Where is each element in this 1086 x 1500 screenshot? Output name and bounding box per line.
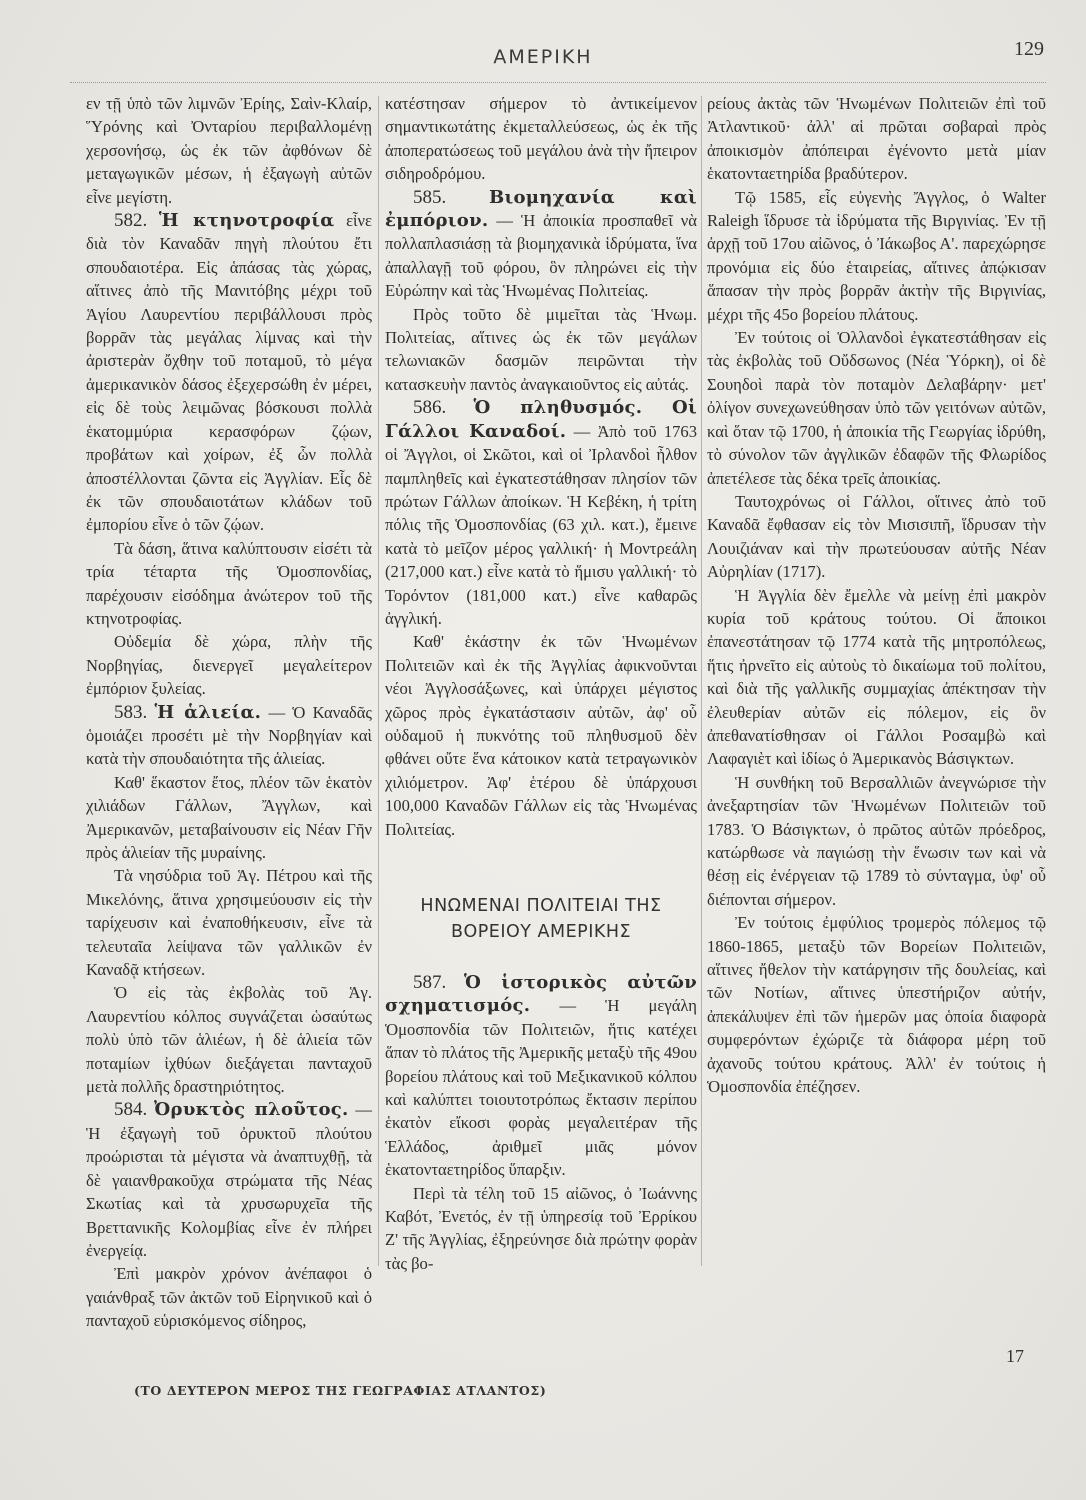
section-text: — Ἡ ἐξαγωγὴ τοῦ ὀρυκτοῦ πλούτου προώρισται τὰ μέγιστα νὰ ἀναπτυχθῇ, τὰ δὲ γαιανθρακοῦχα στρώματα τῆς Νέας Σκωτίας καὶ τὰ χρυσωρυχεῖα τῆς Βρεττανικῆς Κολομβίας εἶνε ἐν πλήρει ἐνεργείᾳ. [86, 1100, 373, 1260]
chapter-heading-line2: ΒΟΡΕΙΟΥ ΑΜΕΡΙΚΗΣ [450, 922, 632, 942]
page-number: 129 [1014, 38, 1044, 60]
paragraph: Ἐπὶ μακρὸν χρόνον ἀνέπαφοι ὁ γαιάνθραξ τῶν ἀκτῶν τοῦ Εἰρηνικοῦ καὶ ὁ πανταχοῦ εὑρισκόμενος σίδηρος, [86, 1264, 372, 1331]
paragraph: Ἡ συνθήκη τοῦ Βερσαλλιῶν ἀνεγνώρισε τὴν ἀνεξαρτησίαν τῶν Ἡνωμένων Πολιτειῶν τοῦ 1783. Ὁ Βάσιγκτων, ὁ πρῶτος αὐτῶν πρόεδρος, κατώρθωσε νὰ παγιώσῃ τὴν ἕνωσιν των καὶ νὰ θέσῃ εἰς ἐνέργειαν τῷ 1789 τὸ σύνταγμα, ὑφ' οὗ διέπονται σήμερον. [707, 772, 1046, 909]
column-divider [378, 96, 379, 1266]
text-column-right [707, 92, 1046, 1098]
section-text: — Ὁ Καναδᾶς ὁμοιάζει προσέτι μὲ τὴν Νορβηγίαν καὶ κατὰ τὴν σπουδαιότητα τῆς ἁλιείας. [86, 702, 372, 769]
section-number: 583. [114, 701, 148, 723]
signature-mark: 17 [1006, 1346, 1024, 1366]
section-number: 584. [114, 1099, 148, 1121]
section-583 [86, 701, 372, 771]
paragraph: Τὰ δάση, ἅτινα καλύπτουσιν εἰσέτι τὰ τρία τέταρτα τῆς Ὁμοσπονδίας, παρέχουσιν εἰσόδημα ἀνώτερον τοῦ τῆς κτηνοτροφίας. [86, 538, 372, 628]
paragraph: Καθ' ἑκάστην ἐκ τῶν Ἡνωμένων Πολιτειῶν καὶ ἐκ τῆς Ἀγγλίας ἀφικνοῦνται νέοι Ἀγγλοσάξωνες, καὶ ὑπάρχει μέγιστος χῶρος πρὸς ἐγκατάστασιν αὐτῶν, ἀφ' οὗ οὐδαμοῦ ἡ πυκνότης τοῦ πληθυσμοῦ δὲν φθάνει οὔτε ἕνα κάτοικον κατὰ τετραγωνικὸν χιλιόμετρον. Ἀφ' ἑτέρου δὲ ὑπάρχουσι 100,000 Καναδῶν Γάλλων εἰς τὰς Ἡνωμένας Πολιτείας. [385, 632, 697, 839]
paragraph: Ἐν τούτοις ἐμφύλιος τρομερὸς πόλεμος τῷ 1860-1865, μεταξὺ τῶν Βορείων Πολιτειῶν, αἵτινες ἤθελον τὴν κατάργησιν τῆς δουλείας, καὶ τῶν Νοτίων, αἵτινες ὑπεστήριζον αὐτήν, ἀπεκάλυψεν ἐπὶ τῶν ἡμερῶν μας ὁποία διαφορὰ συμφερόντων ἐχώριζε τὰ διάφορα μέρη τοῦ ἀχανοῦς τούτου κράτους. Ἀλλ' ἐν τούτοις ἡ Ὁμοσπονδία ἐπέζησεν. [707, 913, 1046, 1097]
running-head [0, 38, 1086, 86]
paragraph: Ἡ Ἀγγλία δὲν ἔμελλε νὰ μείνῃ ἐπὶ μακρὸν κυρία τοῦ κράτους τούτου. Οἱ ἄποικοι ἐπανεστάτησαν τῷ 1774 κατὰ τῆς μητροπόλεως, ἥτις ἠρνεῖτο εἰς αὐτοὺς τὸ δικαίωμα τοῦ πολίτου, καὶ διὰ τῆς γαλλικῆς συμμαχίας ἀπέκτησαν τὴν ἐλευθερίαν αὐτῶν εἰς πόλεμον, εἰς ὃν ἀπεθανατίσθησαν οἱ Γάλλοι Ροσαμβὼ καὶ Λαφαγιὲτ καὶ ἰδίως ὁ Ἀμερικανὸς Βάσιγκτων. [707, 585, 1046, 769]
section-number: 582. [114, 210, 148, 232]
text-column-left [86, 92, 372, 1333]
section-586 [385, 396, 697, 630]
section-title: Ὁ πληθυσμός. Οἱ Γάλλοι Καναδοί. [385, 397, 697, 442]
chapter-heading [385, 893, 697, 945]
section-585 [385, 186, 697, 303]
section-587 [385, 971, 697, 1182]
section-number: 586. [413, 397, 447, 419]
section-584 [86, 1098, 372, 1262]
paragraph: Οὐδεμία δὲ χώρα, πλὴν τῆς Νορβηγίας, διενεργεῖ μεγαλείτερον ἐμπόριον ξυλείας. [86, 632, 372, 699]
paragraph: Τὰ νησύδρια τοῦ Ἁγ. Πέτρου καὶ τῆς Μικελόνης, ἅτινα χρησιμεύουσιν εἰς τὴν ταρίχευσιν καὶ ἐναποθήκευσιν, εἶνε τὰ τελευταῖα λείψανα τῶν γαλλικῶν ἐν Καναδᾷ κτήσεων. [86, 866, 372, 980]
header-rule [70, 82, 1046, 83]
paragraph: Ἐν τούτοις οἱ Ὁλλανδοὶ ἐγκατεστάθησαν εἰς τὰς ἐκβολὰς τοῦ Οὔδσωνος (Νέα Ὑόρκη), οἱ δὲ Σουηδοὶ παρὰ τὸν ποταμὸν Δελαβάρην· μετ' ὀλίγον συνεχωνεύθησαν ὑπὸ τῶν γειτόνων αὐτῶν, καὶ ὅταν τῷ 1700, ἡ ἀποικία τῆς Γεωργίας ἱδρύθη, τὸ σύνολον τῶν ἀγγλικῶν ἐδαφῶν τῆς Φλωρίδος ἀπετέλεσε τὰς δέκα τρεῖς ἀποικίας. [707, 328, 1046, 488]
section-title: Ἡ ἁλιεία. [154, 701, 262, 723]
paragraph: κατέστησαν σήμερον τὸ ἀντικείμενον σημαντικωτάτης ἐκμεταλλεύσεως, ὡς ἐκ τῆς ἀποπερατώσεως τοῦ μεγάλου ἀνὰ τὴν ἤπειρον σιδηροδρόμου. [385, 94, 697, 184]
paragraph: εν τῇ ὑπὸ τῶν λιμνῶν Ἐρίης, Σαὶν-Κλαίρ, Ὕρόνης καὶ Ὀνταρίου περιβαλλομένῃ χερσονήσῳ, ὡς ἐκ τῶν ἀφθόνων δὲ μεταγωγικῶν μέσων, ἡ ἐξαγωγὴ αὐτῶν εἶνε μεγίστη. [86, 94, 372, 207]
chapter-heading-line1: ΗΝΩΜΕΝΑΙ ΠΟΛΙΤΕΙΑΙ ΤΗΣ [420, 896, 662, 916]
section-text: — Ἀπὸ τοῦ 1763 οἱ Ἄγγλοι, οἱ Σκῶτοι, καὶ οἱ Ἰρλανδοὶ ἦλθον παμπληθεῖς καὶ ἐγκατεστάθησαν πλησίον τῶν πρώτων Γάλλων ἀποίκων. Ἡ Κεβέκη, ἡ τρίτη πόλις τῆς Ὁμοσπονδίας (63 χιλ. κατ.), ἔμεινε κατὰ τὸ μεῖζον μέρος γαλλική· ἡ Μοντρεάλη (217,000 κατ.) εἶνε κατὰ τὸ ἥμισυ γαλλική· τὸ Τορόντον (181,000 κατ.) εἶνε καθαρῶς ἀγγλική. [385, 421, 698, 628]
paragraph: Ταυτοχρόνως οἱ Γάλλοι, οἵτινες ἀπὸ τοῦ Καναδᾶ ἔφθασαν εἰς τὸν Μισισιπῆ, ἵδρυσαν τὴν Λουιζιάναν καὶ τὴν πρωτεύουσαν αὐτῆς Νέαν Αὐρηλίαν (1717). [707, 491, 1046, 582]
section-582 [86, 209, 372, 537]
paragraph: ρείους ἀκτὰς τῶν Ἡνωμένων Πολιτειῶν ἐπὶ τοῦ Ἀτλαντικοῦ· ἀλλ' αἱ πρῶται σοβαραὶ πρὸς ἀποικισμὸν ἀπόπειραι ἐγένοντο μετὰ μίαν ἑκατονταετηρίδα βραδύτερον. [707, 94, 1046, 184]
section-text: — Ἡ μεγάλη Ὁμοσπονδία τῶν Πολιτειῶν, ἥτις κατέχει ἅπαν τὸ πλάτος τῆς Ἀμερικῆς μεταξὺ τῆς 49ου βορείου πλάτους καὶ τοῦ Μεξικανικοῦ κόλπου καὶ καλύπτει τοιουτοτρόπως ἔκτασιν περίπου ἑκατὸν εἴκοσι φορὰς μεγαλειτέραν τῆς Ἑλλάδος, ἀριθμεῖ μιᾶς μόνον ἑκατονταετηρίδος ὕπαρξιν. [385, 996, 697, 1180]
text-column-middle [385, 92, 697, 1275]
section-number: 587. [413, 972, 447, 993]
section-number: 585. [413, 186, 447, 208]
paragraph: Περὶ τὰ τέλη τοῦ 15 αἰῶνος, ὁ Ἰωάννης Καβότ, Ἐνετός, ἐν τῇ ὑπηρεσίᾳ τοῦ Ἐρρίκου Ζ' τῆς Ἀγγλίας, ἐξηρεύνησε διὰ πρώτην φορὰν τὰς βο- [385, 1183, 697, 1273]
section-title: Ὁ ἱστορικὸς αὐτῶν σχηματισμός. [385, 972, 697, 1017]
section-text: εἶνε διὰ τὸν Καναδᾶν πηγὴ πλούτου ἔτι σπουδαιοτέρα. Εἰς ἁπάσας τὰς χώρας, αἵτινες ἀπὸ τῆς Μανιτόβης μέχρι τοῦ Ἁγίου Λαυρεντίου περιβάλλουσι πρὸς βορρᾶν τὰς μεγάλας λίμνας καὶ τὴν ἀριστερὰν ὄχθην τοῦ ποταμοῦ, τὸ μέγα ἀμερικανικὸν δάσος ἐξεχερσώθη ἐν μέρει, εἰς δὲ τοὺς λειμῶνας βόσκουσι πολλὰ ἑκατομμύρια κερασφόρων ζῴων, προβάτων καὶ χοίρων, ἐξ ὧν πολλὰ ἀποστέλλονται ζῶντα εἰς Ἀγγλίαν. Εἷς δὲ ἐκ τῶν σπουδαιοτάτων κλάδων τοῦ ἐμπορίου εἶνε ὁ τῶν ζῴων. [86, 211, 372, 535]
column-divider [701, 96, 702, 1266]
section-title: Ὀρυκτὸς πλοῦτος. [154, 1099, 349, 1121]
footer-note: (ΤΟ ΔΕΥΤΕΡΟΝ ΜΕΡΟΣ ΤΗΣ ΓΕΩΓΡΑΦΙΑΣ ΑΤΛΑΝΤΟΣ) [134, 1383, 547, 1398]
paragraph: Πρὸς τοῦτο δὲ μιμεῖται τὰς Ἡνωμ. Πολιτείας, αἵτινες ὡς ἐκ τῶν μεγάλων τελωνιακῶν δασμῶν πειρῶνται τὴν κατασκευὴν παντὸς ἀναγκαιοῦντος εἰς αὐτάς. [385, 304, 697, 394]
paragraph: Τῷ 1585, εἷς εὐγενὴς Ἄγγλος, ὁ Walter Raleigh ἵδρυσε τὰ ἱδρύματα τῆς Βιργινίας. Ἐν τῇ ἀρχῇ τοῦ 17ου αἰῶνος, ὁ Ἰάκωβος Α'. παρεχώρησε προνόμια εἰς δύο ἑταιρείας, αἵτινες ἀπῴκισαν ἅπασαν τὴν πρὸς βορρᾶν ἀκτὴν τῆς Βιργινίας, μέχρι τῆς 45ο βορείου πλάτους. [707, 187, 1046, 324]
section-text: — Ἡ ἀποικία προσπαθεῖ νὰ πολλαπλασιάσῃ τὰ βιομηχανικὰ ἱδρύματα, ἵνα ἀπαλλαγῇ τοῦ φόρου, ὃν πληρώνει εἰς τὴν Εὐρώπην καὶ τὰς Ἡνωμένας Πολιτείας. [385, 211, 697, 301]
section-title: Βιομηχανία καὶ ἐμπόριον. [385, 186, 697, 232]
section-title: Ἡ κτηνοτροφία [158, 210, 335, 232]
paragraph: Καθ' ἕκαστον ἔτος, πλέον τῶν ἑκατὸν χιλιάδων Γάλλων, Ἄγγλων, καὶ Ἀμερικανῶν, μεταβαίνουσιν εἰς Νέαν Γῆν πρὸς ἁλιείαν τῆς μυραίνης. [86, 772, 372, 862]
paragraph: Ὁ εἰς τὰς ἐκβολὰς τοῦ Ἁγ. Λαυρεντίου κόλπος συγνάζεται ὡσαύτως πολὺ ὑπὸ τῶν ἁλιέων, ἡ δὲ ἁλιεία τῶν ποταμίων ἰχθύων διεξάγεται πανταχοῦ μετὰ πολλῆς δραστηριότητος. [86, 983, 372, 1097]
running-title: ΑΜΕΡΙΚΗ [493, 46, 593, 68]
